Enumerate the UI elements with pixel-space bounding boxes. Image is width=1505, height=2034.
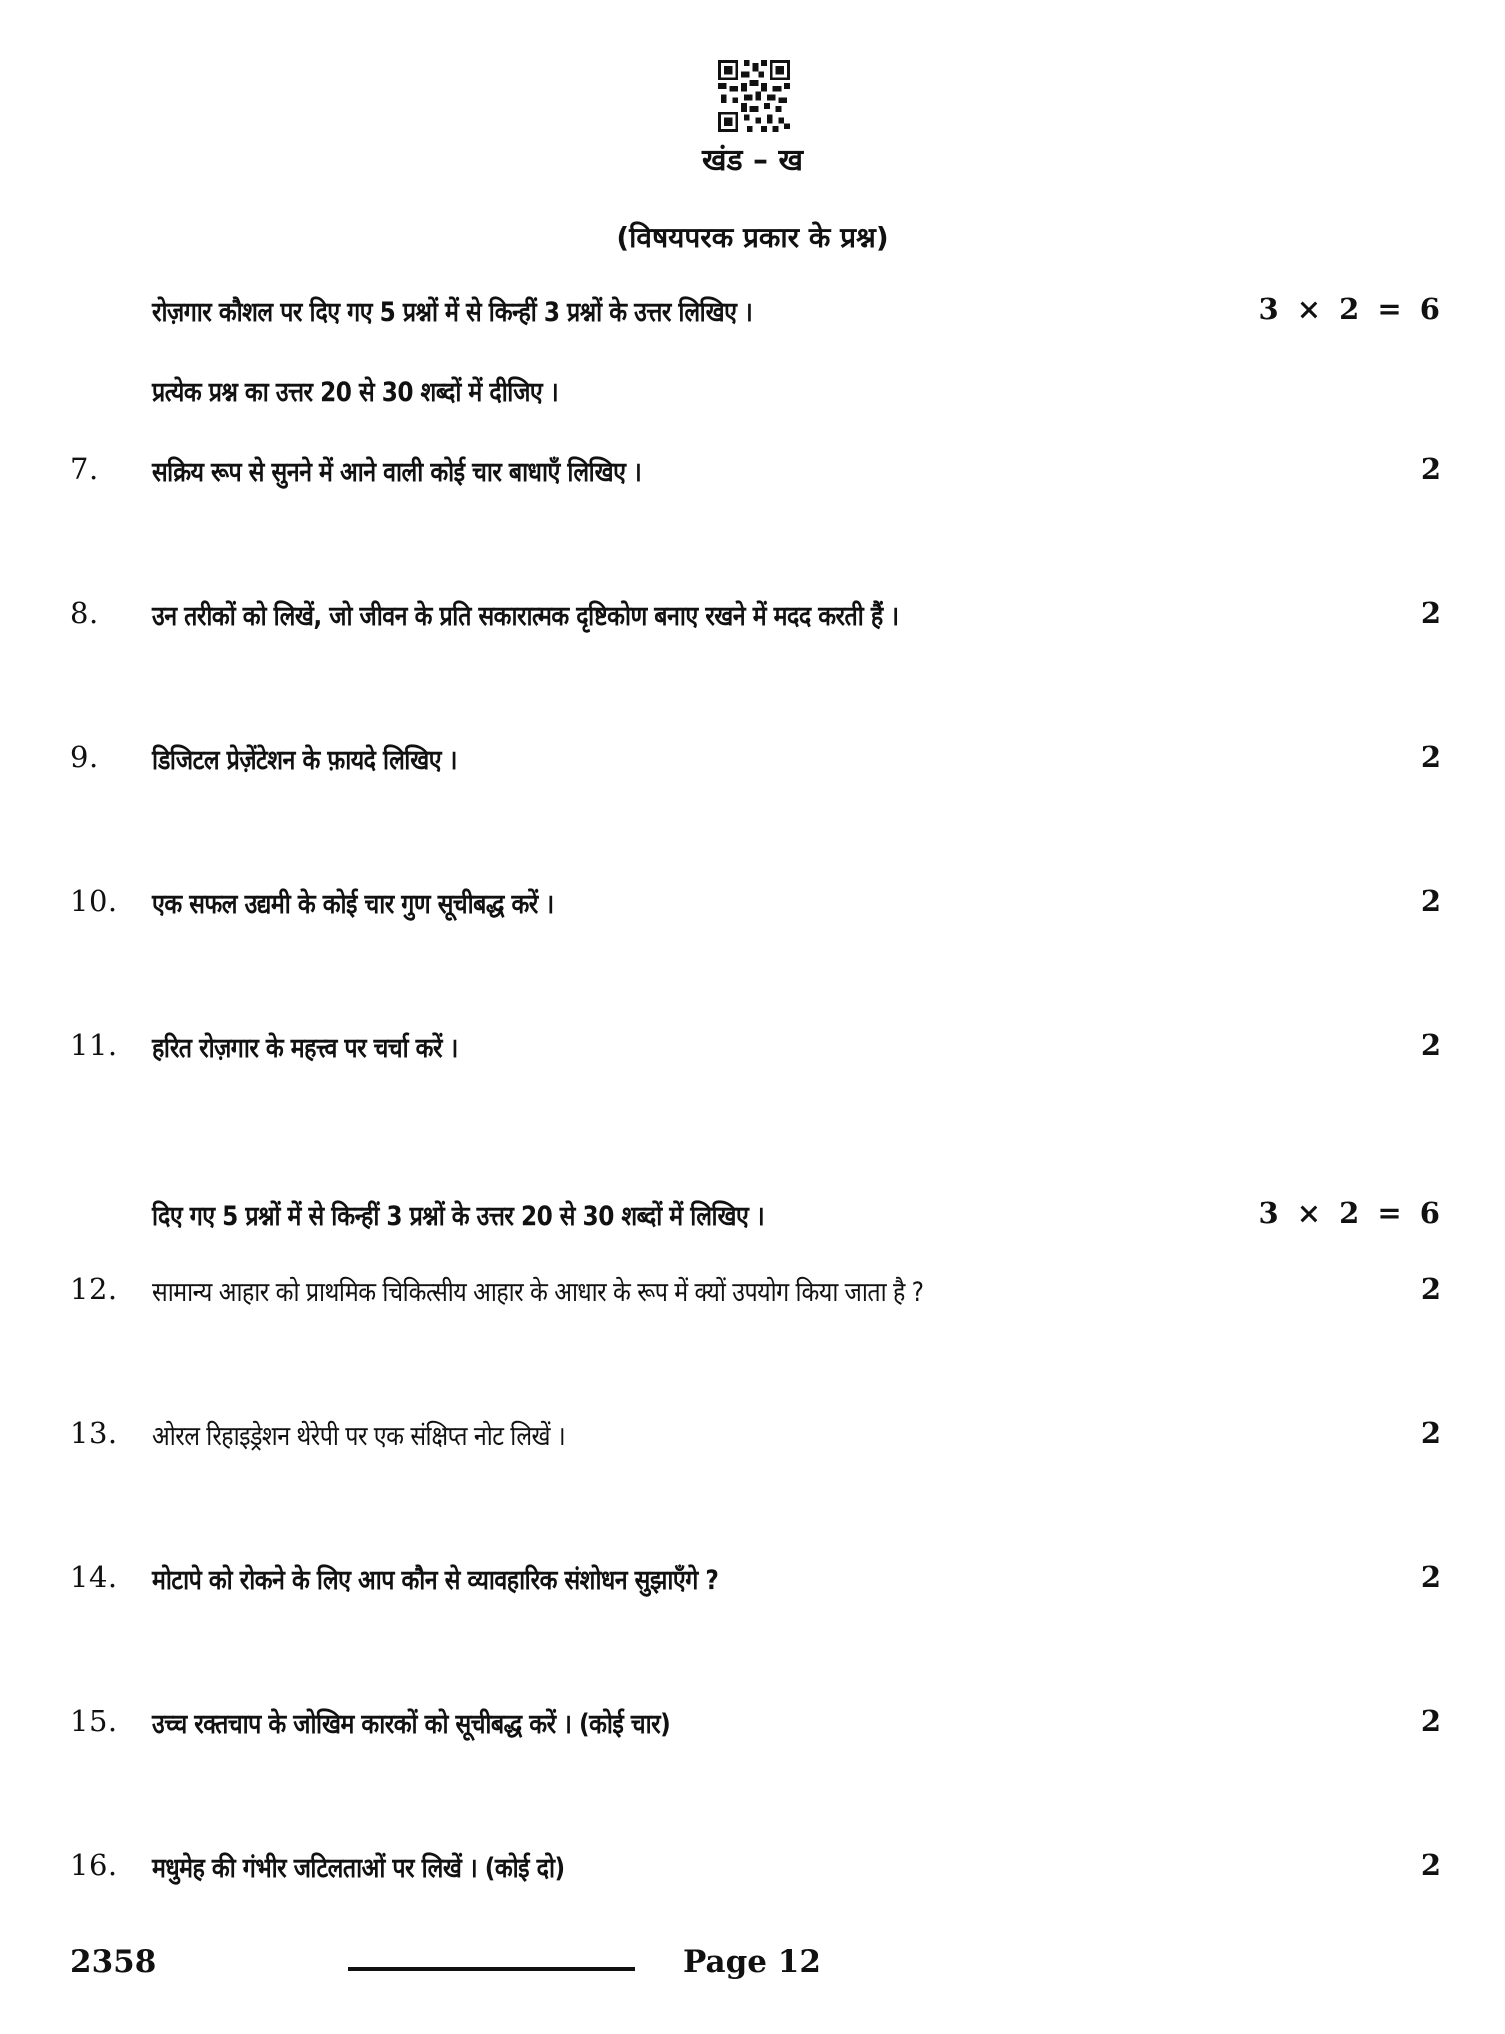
question-row [0,740,1505,784]
question-text: मधुमेह की गंभीर जटिलताओं पर लिखें । (कोई दो) [152,1853,565,1884]
question-text: ओरल रिहाइड्रेशन थेरेपी पर एक संक्षिप्त नोट लिखें । [152,1421,566,1452]
group1-instruction-row [0,292,1505,336]
question-marks: 2 [1420,596,1441,630]
question-row [0,1272,1505,1316]
question-row [0,1416,1505,1460]
question-marks: 2 [1420,740,1441,774]
footer-divider [348,1967,635,1971]
question-marks: 2 [1420,884,1441,918]
page-number: Page 12 [683,1944,821,1980]
group1-instruction: रोज़गार कौशल पर दिए गए 5 प्रश्नों में से किन्हीं 3 प्रश्नों के उत्तर लिखिए । [152,297,753,328]
question-marks: 2 [1420,1416,1441,1450]
question-row [0,1028,1505,1072]
question-row [0,1560,1505,1604]
qr-code-icon [718,60,790,132]
question-number: 8. [70,596,99,630]
question-text: मोटापे को रोकने के लिए आप कौन से व्यावहारिक संशोधन सुझाएँगे ? [152,1565,719,1596]
question-number: 14. [70,1560,118,1594]
question-number: 13. [70,1416,118,1450]
section-subtitle: (विषयपरक प्रकार के प्रश्न) [616,221,889,254]
question-text: सक्रिय रूप से सुनने में आने वाली कोई चार बाधाएँ लिखिए । [152,457,642,488]
question-row [0,1848,1505,1892]
group1-word-limit: प्रत्येक प्रश्न का उत्तर 20 से 30 शब्दों में दीजिए । [152,377,559,408]
question-number: 9. [70,740,99,774]
group2-instruction: दिए गए 5 प्रश्नों में से किन्हीं 3 प्रश्नों के उत्तर 20 से 30 शब्दों में लिखिए । [152,1201,765,1232]
question-row [0,452,1505,496]
question-marks: 2 [1420,1272,1441,1306]
question-text: उन तरीकों को लिखें, जो जीवन के प्रति सकारात्मक दृष्टिकोण बनाए रखने में मदद करती हैं । [152,601,899,632]
question-marks: 2 [1420,1704,1441,1738]
paper-code: 2358 [70,1944,157,1980]
question-number: 7. [70,452,99,486]
question-marks: 2 [1420,1848,1441,1882]
question-text: सामान्य आहार को प्राथमिक चिकित्सीय आहार के आधार के रूप में क्यों उपयोग किया जाता है ? [152,1277,924,1308]
question-number: 15. [70,1704,118,1738]
question-text: एक सफल उद्यमी के कोई चार गुण सूचीबद्ध करें । [152,889,554,920]
question-number: 12. [70,1272,118,1306]
question-number: 10. [70,884,118,918]
question-row [0,596,1505,640]
question-number: 11. [70,1028,118,1062]
section-title: खंड – ख [701,143,804,178]
question-row [0,1704,1505,1748]
question-text: डिजिटल प्रेज़ेंटेशन के फ़ायदे लिखिए । [152,745,457,776]
question-marks: 2 [1420,1560,1441,1594]
question-text: उच्च रक्तचाप के जोखिम कारकों को सूचीबद्ध करें । (कोई चार) [152,1709,671,1740]
question-marks: 2 [1420,1028,1441,1062]
group1-total-marks: 3 × 2 = 6 [1258,292,1441,326]
question-number: 16. [70,1848,118,1882]
page-footer [0,1944,1505,1994]
group1-instruction-row-2 [0,372,1505,416]
question-marks: 2 [1420,452,1441,486]
group2-instruction-row [0,1196,1505,1240]
question-text: हरित रोज़गार के महत्त्व पर चर्चा करें । [152,1033,458,1064]
group2-total-marks: 3 × 2 = 6 [1258,1196,1441,1230]
question-row [0,884,1505,928]
